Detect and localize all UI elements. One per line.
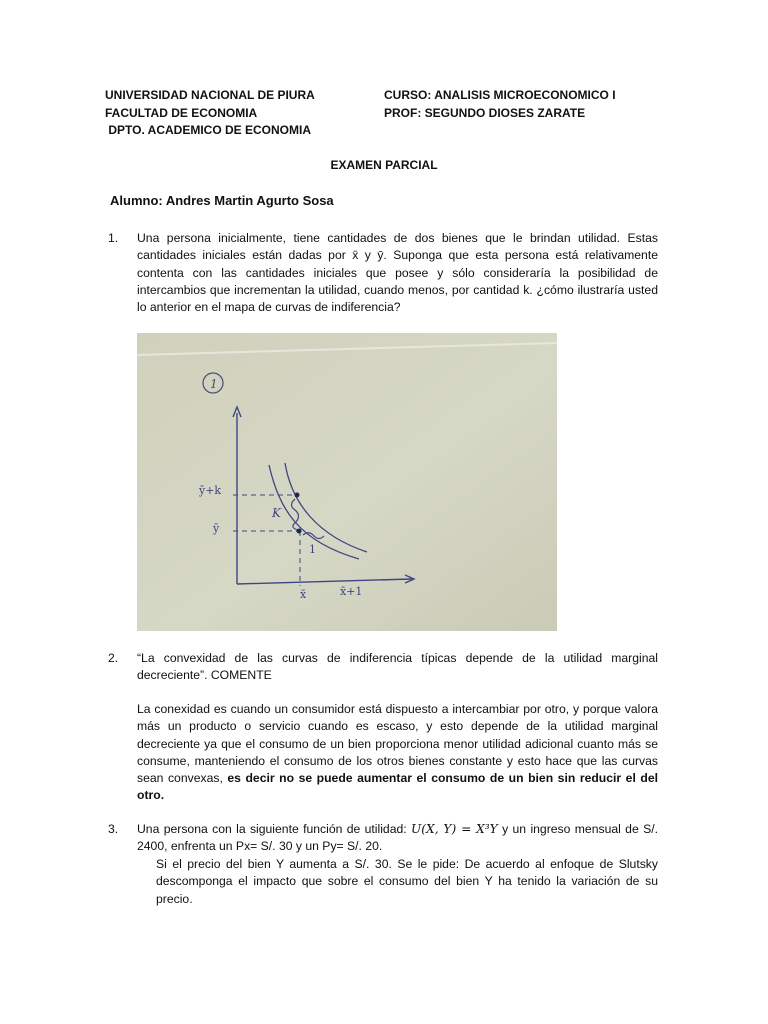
student-name: Alumno: Andres Martin Agurto Sosa [110, 193, 334, 208]
question-1-text: Una persona inicialmente, tiene cantidades de dos bienes que le brindan utilidad. Estas cantidades iniciales están dadas por x̄ y ȳ. Suponga que esta persona está relativamente contenta con las cantidades iniciales que posee y sólo consideraría la posibilidad de intercambios que incrementan la utilidad, cuando menos, por cantidad k. ¿cómo ilustraría usted lo anterior en el mapa de curvas de indiferencia? [137, 231, 658, 315]
point-upper [295, 493, 300, 498]
one-label: 1 [309, 543, 316, 556]
question-2-number: 2. [108, 651, 119, 665]
point-lower [297, 529, 302, 534]
course-name: CURSO: ANALISIS MICROECONOMICO I [384, 88, 616, 102]
y-tick-lower-label: ȳ [213, 522, 220, 535]
question-1-number: 1. [108, 231, 119, 245]
faculty-name: FACULTAD DE ECONOMIA [105, 105, 258, 120]
header-right [384, 87, 616, 122]
indifference-curve-photo [137, 333, 557, 631]
answer-bold-text: es decir no se puede aumentar el consumo de un bien sin reducir el del otro. [137, 771, 658, 803]
circle-label: 1 [210, 377, 218, 391]
question-3-number: 3. [108, 822, 119, 836]
header-left [105, 87, 315, 140]
y-tick-upper-label: ȳ+k [199, 484, 222, 497]
indifference-curve-sketch [137, 333, 557, 631]
question-2-answer [137, 701, 658, 805]
question-3-text-b: y un ingreso mensual de S/. 2400, enfrenta un Px= S/. 30 y un Py= S/. 20. [137, 822, 658, 854]
k-label: K [272, 506, 281, 520]
answer-text: La conexidad es cuando un consumidor está dispuesto a intercambiar por otro, y porque valora más un producto o servicio cuando es escaso, y esto depende de la utilidad marginal decreciente ya que el consumo de un bien proporciona menor utilidad adicional cuanto más se consume, manteniendo el consumo de los otros bienes constante y esto hace que las curvas sean convexas, [137, 702, 658, 786]
university-name: UNIVERSIDAD NACIONAL DE PIURA [105, 88, 315, 102]
question-3-text [137, 821, 658, 856]
exam-title: EXAMEN PARCIAL [330, 158, 438, 172]
question-3-subquestion: Si el precio del bien Y aumenta a S/. 30. Se le pide: De acuerdo al enfoque de Slutsky descomponga el impacto que sobre el consumo del bien Y ha tenido la variación de su precio. [156, 857, 658, 906]
professor-name: PROF: SEGUNDO DIOSES ZARATE [384, 105, 586, 120]
question-2-prompt: “La convexidad de las curvas de indiferencia típicas depende de la utilidad marginal decreciente”. COMENTE [137, 651, 658, 683]
question-3-text-a: Una persona con la siguiente función de utilidad: [137, 822, 412, 836]
x-tick-left-label: x̄ [300, 588, 307, 601]
department-name: DPTO. ACADEMICO DE ECONOMIA [105, 123, 312, 137]
utility-formula: U(X, Y) = X³Y [411, 822, 498, 836]
x-tick-right-label: x̄+1 [340, 585, 363, 598]
